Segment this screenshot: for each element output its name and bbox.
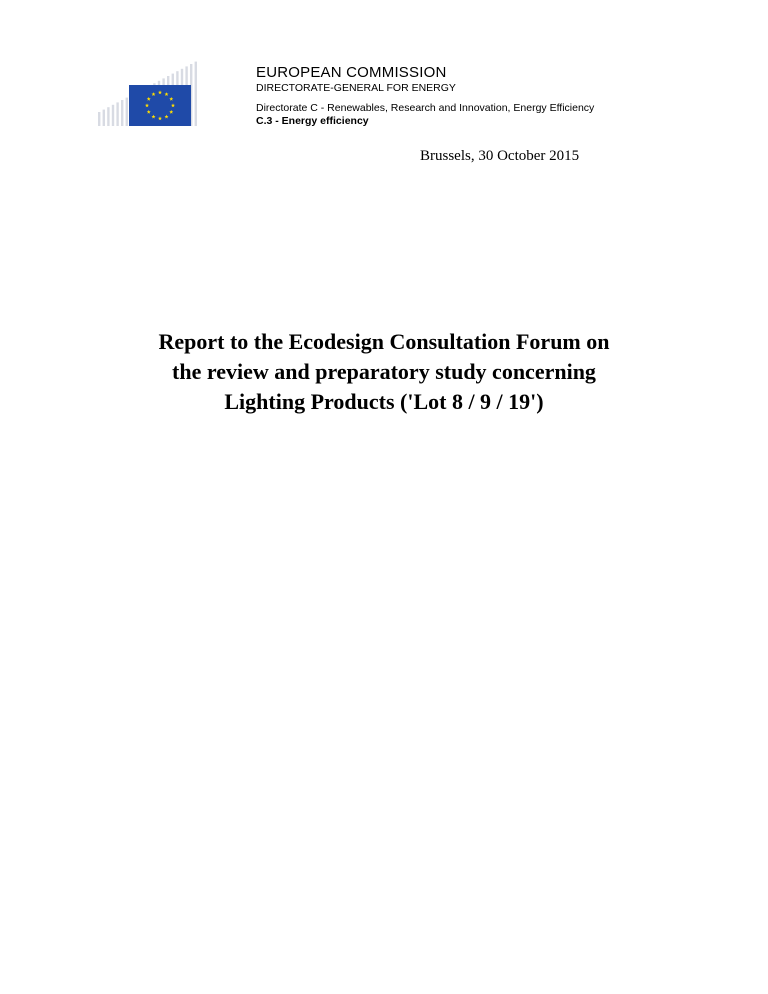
title-line: Lighting Products ('Lot 8 / 9 / 19'): [224, 389, 544, 414]
unit: C.3 - Energy efficiency: [256, 115, 369, 127]
european-commission-logo-icon: [96, 60, 246, 128]
title-line: Report to the Ecodesign Consultation Forum on: [158, 329, 610, 354]
title-line: the review and preparatory study concerning: [172, 359, 596, 384]
organization-name: EUROPEAN COMMISSION: [256, 64, 447, 81]
document-title: [60, 327, 708, 417]
directorate-general: DIRECTORATE-GENERAL FOR ENERGY: [256, 82, 456, 94]
directorate: Directorate C - Renewables, Research and Innovation, Energy Efficiency: [256, 102, 595, 114]
date-line: Brussels, 30 October 2015: [420, 148, 580, 164]
